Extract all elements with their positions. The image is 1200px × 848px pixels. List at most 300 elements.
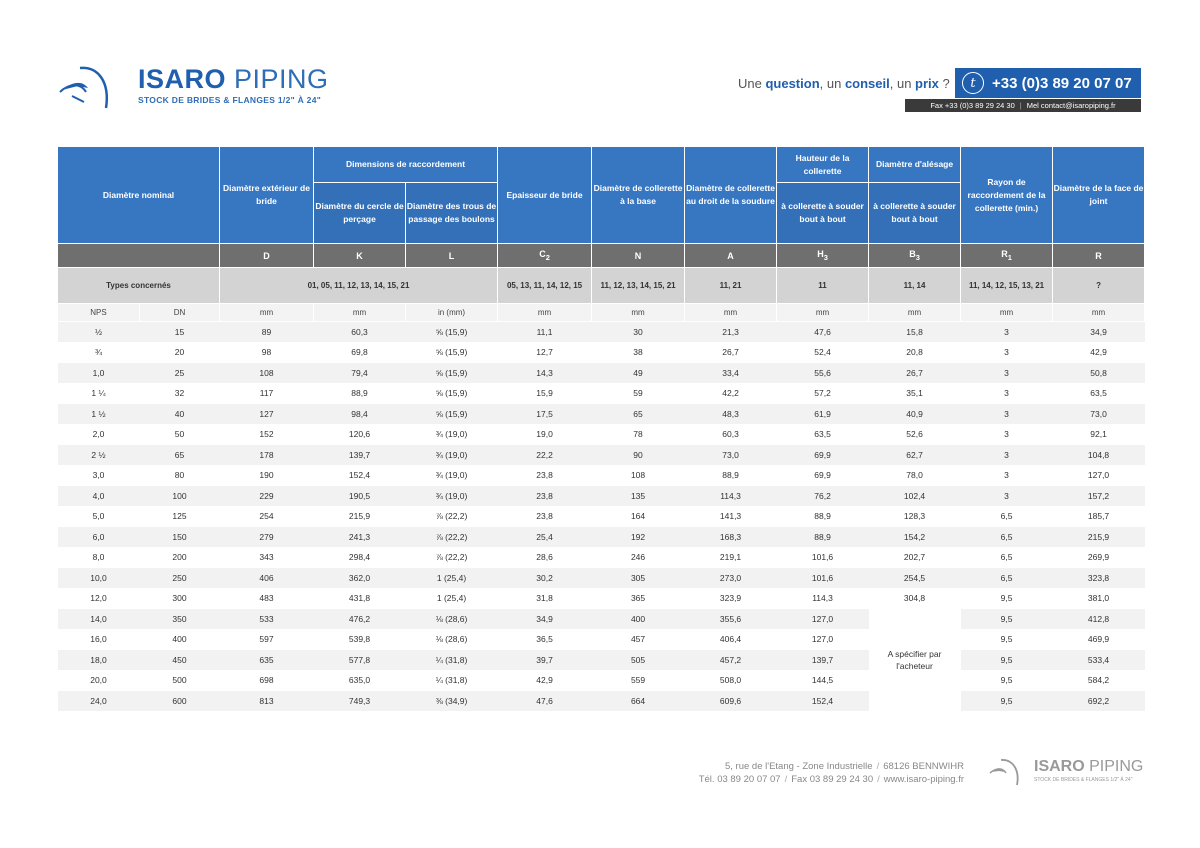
table-cell: 28,6 [498, 547, 592, 568]
table-cell: 61,9 [777, 404, 869, 425]
table-row [58, 424, 1145, 445]
footer-tagline: STOCK DE BRIDES & FLANGES 1/2" À 24" [1034, 777, 1133, 783]
table-cell: ⅛ (28,6) [406, 629, 498, 650]
table-cell: 88,9 [685, 465, 777, 486]
table-cell: 42,2 [685, 383, 777, 404]
table-cell: 20,8 [869, 342, 961, 363]
table-cell: 254 [220, 506, 314, 527]
table-cell: 9,5 [961, 691, 1053, 712]
table-cell: 2 ½ [58, 445, 140, 466]
unit-cell: mm [961, 304, 1053, 322]
table-cell: 3 [961, 445, 1053, 466]
table-cell: 19,0 [498, 424, 592, 445]
table-cell: 343 [220, 547, 314, 568]
unit-cell: mm [685, 304, 777, 322]
table-cell: 50 [140, 424, 220, 445]
table-cell: 298,4 [314, 547, 406, 568]
table-cell: 215,9 [1053, 527, 1145, 548]
table-cell: 192 [592, 527, 685, 548]
table-row [58, 383, 1145, 404]
table-row [58, 363, 1145, 384]
table-cell: 69,8 [314, 342, 406, 363]
table-cell: 16,0 [58, 629, 140, 650]
table-cell: 88,9 [777, 506, 869, 527]
symbol-row [58, 244, 1145, 268]
table-cell: 3 [961, 322, 1053, 343]
table-cell: 1 (25,4) [406, 588, 498, 609]
table-cell: 9,5 [961, 670, 1053, 691]
table-cell: 229 [220, 486, 314, 507]
table-cell: 22,2 [498, 445, 592, 466]
table-cell: 584,2 [1053, 670, 1145, 691]
table-cell: 125 [140, 506, 220, 527]
table-cell: 3 [961, 465, 1053, 486]
table-cell: 400 [140, 629, 220, 650]
types-h: 11 [777, 268, 869, 304]
table-row [58, 547, 1145, 568]
table-cell: 9,5 [961, 609, 1053, 630]
table-cell: 241,3 [314, 527, 406, 548]
types-b: 11, 14 [869, 268, 961, 304]
types-label: Types concernés [58, 268, 220, 304]
table-cell: 23,8 [498, 506, 592, 527]
unit-cell: mm [1053, 304, 1145, 322]
table-cell: 92,1 [1053, 424, 1145, 445]
symbol-d: D [220, 244, 314, 268]
table-row [58, 322, 1145, 343]
table-cell: 79,4 [314, 363, 406, 384]
table-cell: 69,9 [777, 445, 869, 466]
symbol-l: L [406, 244, 498, 268]
flange-dimensions-table [57, 146, 1145, 712]
table-cell: 21,3 [685, 322, 777, 343]
table-cell: 813 [220, 691, 314, 712]
table-cell: 26,7 [869, 363, 961, 384]
table-cell: 108 [220, 363, 314, 384]
table-cell: 139,7 [777, 650, 869, 671]
table-cell: 23,8 [498, 486, 592, 507]
table-cell: 128,3 [869, 506, 961, 527]
table-cell: 412,8 [1053, 609, 1145, 630]
table-cell: 89 [220, 322, 314, 343]
symbol-h3: $H_3$ [777, 244, 869, 268]
table-cell: 141,3 [685, 506, 777, 527]
table-cell: 47,6 [777, 322, 869, 343]
contact-bar: Fax +33 (0)3 89 29 24 30 | Mel contact@isaropiping.fr [905, 99, 1141, 112]
table-cell: 1 ½ [58, 404, 140, 425]
table-cell: 48,3 [685, 404, 777, 425]
table-cell: 35,1 [869, 383, 961, 404]
symbol-r1: $R_1$ [961, 244, 1053, 268]
table-cell: 350 [140, 609, 220, 630]
table-cell: 9,5 [961, 629, 1053, 650]
table-cell: ⅛ (28,6) [406, 609, 498, 630]
table-cell: 98 [220, 342, 314, 363]
table-cell: 62,7 [869, 445, 961, 466]
table-cell: 40 [140, 404, 220, 425]
email-link[interactable]: Mel contact@isaropiping.fr [1026, 101, 1116, 110]
table-cell: 365 [592, 588, 685, 609]
symbol-a: A [685, 244, 777, 268]
table-row [58, 670, 1145, 691]
table-cell: 355,6 [685, 609, 777, 630]
table-cell: 33,4 [685, 363, 777, 384]
table-cell: 505 [592, 650, 685, 671]
table-cell: 323,8 [1053, 568, 1145, 589]
table-cell: 406 [220, 568, 314, 589]
symbol-c2: $C_2$ [498, 244, 592, 268]
table-cell: 539,8 [314, 629, 406, 650]
table-cell: 42,9 [1053, 342, 1145, 363]
table-cell: 30,2 [498, 568, 592, 589]
unit-cell: mm [777, 304, 869, 322]
table-cell: 114,3 [685, 486, 777, 507]
table-cell: 135 [592, 486, 685, 507]
table-cell: 108 [592, 465, 685, 486]
types-r1: 11, 14, 12, 15, 13, 21 [961, 268, 1053, 304]
table-cell: 15,9 [498, 383, 592, 404]
table-cell: 60,3 [685, 424, 777, 445]
types-c: 05, 13, 11, 14, 12, 15 [498, 268, 592, 304]
table-cell: 215,9 [314, 506, 406, 527]
table-cell: 3 [961, 424, 1053, 445]
table-cell: 400 [592, 609, 685, 630]
table-cell: 157,2 [1053, 486, 1145, 507]
unit-cell: mm [498, 304, 592, 322]
table-cell: 1,0 [58, 363, 140, 384]
table-cell: 101,6 [777, 568, 869, 589]
table-cell: 150 [140, 527, 220, 548]
table-cell: 23,8 [498, 465, 592, 486]
table-cell: 3 [961, 342, 1053, 363]
table-cell: 500 [140, 670, 220, 691]
table-row [58, 445, 1145, 466]
unit-cell: mm [592, 304, 685, 322]
table-cell: 635,0 [314, 670, 406, 691]
table-cell: 73,0 [685, 445, 777, 466]
table-cell: 6,5 [961, 568, 1053, 589]
table-cell: 4,0 [58, 486, 140, 507]
types-a: 11, 21 [685, 268, 777, 304]
table-row [58, 342, 1145, 363]
table-cell: 457 [592, 629, 685, 650]
table-cell: 49 [592, 363, 685, 384]
table-cell: 80 [140, 465, 220, 486]
table-cell: 152,4 [314, 465, 406, 486]
table-cell: 65 [592, 404, 685, 425]
table-cell: 98,4 [314, 404, 406, 425]
table-cell: 52,6 [869, 424, 961, 445]
table-cell: 12,0 [58, 588, 140, 609]
unit-cell: mm [314, 304, 406, 322]
table-cell: 78,0 [869, 465, 961, 486]
table-cell: 24,0 [58, 691, 140, 712]
table-cell: 63,5 [777, 424, 869, 445]
unit-cell: in (mm) [406, 304, 498, 322]
table-cell: 1 ¼ [58, 383, 140, 404]
table-cell: ⅝ (15,9) [406, 383, 498, 404]
table-row [58, 629, 1145, 650]
header-bolt-holes: Diamètre des trous de passage des boulons [406, 183, 498, 244]
table-cell: 63,5 [1053, 383, 1145, 404]
table-cell: 476,2 [314, 609, 406, 630]
table-cell: ¾ (19,0) [406, 465, 498, 486]
symbol-b3: $B_3$ [869, 244, 961, 268]
table-cell: 139,7 [314, 445, 406, 466]
table-cell: 127 [220, 404, 314, 425]
table-cell: 18,0 [58, 650, 140, 671]
table-cell: 457,2 [685, 650, 777, 671]
table-cell: 300 [140, 588, 220, 609]
table-cell: 10,0 [58, 568, 140, 589]
table-cell: 3,0 [58, 465, 140, 486]
header-nominal-diameter: Diamètre nominal [58, 147, 220, 244]
table-cell: 40,9 [869, 404, 961, 425]
table-cell: 20 [140, 342, 220, 363]
table-cell: ⅜ (34,9) [406, 691, 498, 712]
symbol-n: N [592, 244, 685, 268]
table-cell: ¾ (19,0) [406, 445, 498, 466]
table-cell: ⅝ (15,9) [406, 322, 498, 343]
table-cell: 362,0 [314, 568, 406, 589]
header-face-diameter: Diamètre de la face de joint [1053, 147, 1145, 244]
types-dkl: 01, 05, 11, 12, 13, 14, 15, 21 [220, 268, 498, 304]
table-cell: 34,9 [1053, 322, 1145, 343]
table-cell: 76,2 [777, 486, 869, 507]
table-cell: 190,5 [314, 486, 406, 507]
table-cell: 15,8 [869, 322, 961, 343]
table-cell: ⅞ (22,2) [406, 506, 498, 527]
unit-cell: NPS [58, 304, 140, 322]
table-cell: 120,6 [314, 424, 406, 445]
table-cell: 73,0 [1053, 404, 1145, 425]
table-cell: 52,4 [777, 342, 869, 363]
table-cell: 14,3 [498, 363, 592, 384]
table-cell: ⅞ (22,2) [406, 527, 498, 548]
table-cell: 32 [140, 383, 220, 404]
table-cell: ¾ [58, 342, 140, 363]
table-cell: 78 [592, 424, 685, 445]
table-cell: 144,5 [777, 670, 869, 691]
table-cell: 38 [592, 342, 685, 363]
table-cell: 14,0 [58, 609, 140, 630]
phone-banner[interactable] [955, 68, 1141, 98]
phone-icon: t [962, 72, 984, 94]
table-cell: 164 [592, 506, 685, 527]
table-cell: 8,0 [58, 547, 140, 568]
table-cell: 65 [140, 445, 220, 466]
table-cell: 6,5 [961, 527, 1053, 548]
table-row [58, 527, 1145, 548]
table-cell: 31,8 [498, 588, 592, 609]
fax-number: Fax +33 (0)3 89 29 24 30 [930, 101, 1015, 110]
footer-logo [988, 757, 1158, 787]
header-hub-weld: Diamètre de collerette au droit de la soudure [685, 147, 777, 244]
table-cell: 508,0 [685, 670, 777, 691]
table-cell: 102,4 [869, 486, 961, 507]
table-cell: 152,4 [777, 691, 869, 712]
table-cell: 47,6 [498, 691, 592, 712]
table-cell: ¼ (31,8) [406, 650, 498, 671]
table-cell: 698 [220, 670, 314, 691]
table-cell: 450 [140, 650, 220, 671]
table-cell: 269,9 [1053, 547, 1145, 568]
table-cell: 305 [592, 568, 685, 589]
table-cell: 3 [961, 486, 1053, 507]
table-cell: 90 [592, 445, 685, 466]
table-cell: ¾ (19,0) [406, 424, 498, 445]
units-row [58, 304, 1145, 322]
brand-tagline: STOCK DE BRIDES & FLANGES 1/2" À 24" [138, 95, 322, 105]
table-cell: 57,2 [777, 383, 869, 404]
table-cell: 69,9 [777, 465, 869, 486]
phone-number[interactable]: +33 (0)3 89 20 07 07 [992, 74, 1132, 92]
table-cell: 279 [220, 527, 314, 548]
table-cell: 26,7 [685, 342, 777, 363]
table-cell: 12,7 [498, 342, 592, 363]
table-cell: 273,0 [685, 568, 777, 589]
table-cell: 246 [592, 547, 685, 568]
table-cell: 304,8 [869, 588, 961, 609]
table-cell: 88,9 [777, 527, 869, 548]
table-cell: 533 [220, 609, 314, 630]
table-cell: 25,4 [498, 527, 592, 548]
table-cell: 254,5 [869, 568, 961, 589]
types-n: 11, 12, 13, 14, 15, 21 [592, 268, 685, 304]
table-cell: 202,7 [869, 547, 961, 568]
website-link[interactable]: www.isaro-piping.fr [883, 774, 964, 785]
table-cell: 692,2 [1053, 691, 1145, 712]
table-cell: ⅝ (15,9) [406, 404, 498, 425]
table-cell: 597 [220, 629, 314, 650]
table-cell: 20,0 [58, 670, 140, 691]
table-cell: 5,0 [58, 506, 140, 527]
table-cell: 6,5 [961, 506, 1053, 527]
table-cell: 50,8 [1053, 363, 1145, 384]
table-cell: 1 (25,4) [406, 568, 498, 589]
header-bore-sub: à collerette à souder bout à bout [869, 183, 961, 244]
brand-name: ISARO PIPING [138, 64, 329, 94]
unit-cell: mm [220, 304, 314, 322]
table-cell: 483 [220, 588, 314, 609]
table-cell: 17,5 [498, 404, 592, 425]
table-cell: 34,9 [498, 609, 592, 630]
table-cell: 3 [961, 383, 1053, 404]
table-cell: 127,0 [1053, 465, 1145, 486]
header-hub-height: Hauteur de la collerette [777, 147, 869, 183]
table-cell: 127,0 [777, 629, 869, 650]
table-row [58, 588, 1145, 609]
table-cell: 664 [592, 691, 685, 712]
table-row [58, 691, 1145, 712]
table-cell: 219,1 [685, 547, 777, 568]
table-cell: 6,5 [961, 547, 1053, 568]
table-cell: 200 [140, 547, 220, 568]
table-row [58, 465, 1145, 486]
table-cell: 749,3 [314, 691, 406, 712]
table-cell: 600 [140, 691, 220, 712]
table-row [58, 486, 1145, 507]
table-cell: 559 [592, 670, 685, 691]
table-cell: 25 [140, 363, 220, 384]
table-cell: ⅝ (15,9) [406, 342, 498, 363]
types-row [58, 268, 1145, 304]
header-bolt-circle: Diamètre du cercle de perçage [314, 183, 406, 244]
table-cell: 154,2 [869, 527, 961, 548]
table-cell: 42,9 [498, 670, 592, 691]
footer-brand-name: ISARO PIPING [1034, 758, 1144, 775]
question-prompt: Une question, un conseil, un prix ? [738, 76, 950, 91]
table-cell: 168,3 [685, 527, 777, 548]
table-cell: 152 [220, 424, 314, 445]
unit-cell: DN [140, 304, 220, 322]
table-cell: 431,8 [314, 588, 406, 609]
unit-cell: mm [869, 304, 961, 322]
footer-logo-swoosh-icon [988, 757, 1032, 787]
table-cell: 533,4 [1053, 650, 1145, 671]
header-connection-dimensions: Dimensions de raccordement [314, 147, 498, 183]
table-cell: 60,3 [314, 322, 406, 343]
table-cell: 6,0 [58, 527, 140, 548]
table-cell: 11,1 [498, 322, 592, 343]
table-cell: 59 [592, 383, 685, 404]
table-cell: 114,3 [777, 588, 869, 609]
bore-note: A spécifier par l'acheteur [869, 609, 961, 712]
table-cell: 323,9 [685, 588, 777, 609]
table-cell: 577,8 [314, 650, 406, 671]
table-cell: 185,7 [1053, 506, 1145, 527]
table-cell: 100 [140, 486, 220, 507]
header-outer-diameter: Diamètre extérieur de bride [220, 147, 314, 244]
table-row [58, 506, 1145, 527]
table-cell: 117 [220, 383, 314, 404]
table-cell: 469,9 [1053, 629, 1145, 650]
table-row [58, 609, 1145, 630]
table-row [58, 650, 1145, 671]
table-cell: 2,0 [58, 424, 140, 445]
table-cell: ⅝ (15,9) [406, 363, 498, 384]
table-cell: ¾ (19,0) [406, 486, 498, 507]
table-cell: 55,6 [777, 363, 869, 384]
header-thickness: Epaisseur de bride [498, 147, 592, 244]
table-cell: 3 [961, 363, 1053, 384]
table-cell: ⅞ (22,2) [406, 547, 498, 568]
table-cell: 127,0 [777, 609, 869, 630]
table-cell: 406,4 [685, 629, 777, 650]
table-cell: 190 [220, 465, 314, 486]
header-radius: Rayon de raccordement de la collerette (min.) [961, 147, 1053, 244]
table-cell: 609,6 [685, 691, 777, 712]
symbol-r: R [1053, 244, 1145, 268]
table-cell: 381,0 [1053, 588, 1145, 609]
company-logo [58, 62, 328, 112]
footer-address: 5, rue de l'Etang - Zone Industrielle / 68126 BENNWIHR Tél. 03 89 20 07 07 / Fax 03 89 29 24 30 / www.isaro-piping.fr [698, 761, 964, 785]
table-cell: 635 [220, 650, 314, 671]
header-hub-height-sub: à collerette à souder bout à bout [777, 183, 869, 244]
symbol-k: K [314, 244, 406, 268]
table-cell: 88,9 [314, 383, 406, 404]
types-r: ? [1053, 268, 1145, 304]
table-cell: ½ [58, 322, 140, 343]
table-cell: 39,7 [498, 650, 592, 671]
header-bore: Diamètre d'alésage [869, 147, 961, 183]
header-hub-base: Diamètre de collerette à la base [592, 147, 685, 244]
table-cell: 250 [140, 568, 220, 589]
table-cell: 104,8 [1053, 445, 1145, 466]
table-cell: 30 [592, 322, 685, 343]
table-cell: 36,5 [498, 629, 592, 650]
table-cell: ¼ (31,8) [406, 670, 498, 691]
